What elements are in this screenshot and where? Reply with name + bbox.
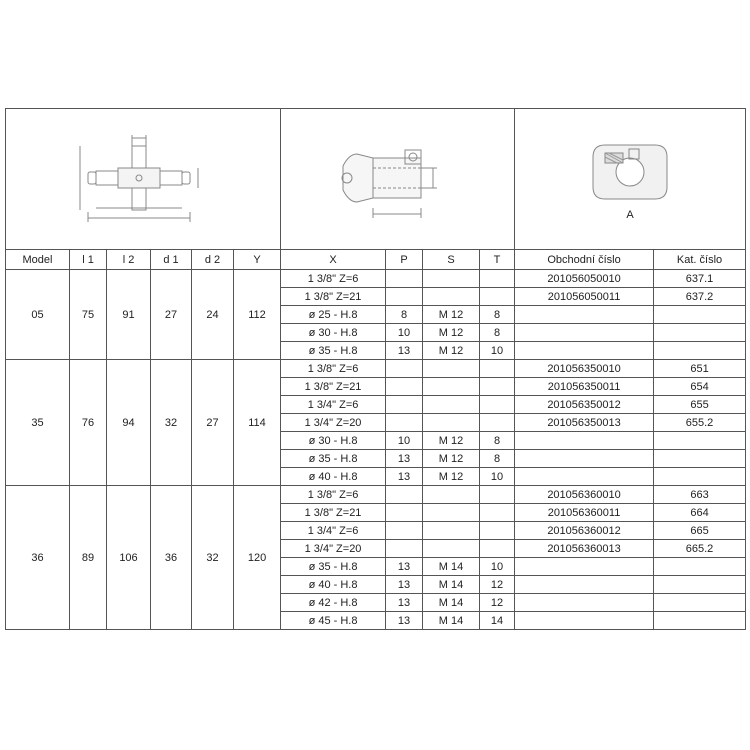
row-t-cell — [480, 288, 515, 306]
group-d2-cell: 32 — [192, 486, 234, 630]
row-t-cell — [480, 522, 515, 540]
row-s-cell: M 12 — [423, 324, 480, 342]
row-p-cell: 13 — [386, 576, 423, 594]
row-t-cell: 10 — [480, 342, 515, 360]
row-kat-cell — [654, 450, 746, 468]
row-t-cell: 10 — [480, 558, 515, 576]
column-header: d 2 — [192, 250, 234, 270]
row-t-cell — [480, 378, 515, 396]
row-s-cell — [423, 540, 480, 558]
row-t-cell: 14 — [480, 612, 515, 630]
row-x-cell: ø 42 - H.8 — [281, 594, 386, 612]
group-l2-cell: 106 — [107, 486, 151, 630]
row-x-cell: ø 40 - H.8 — [281, 576, 386, 594]
row-p-cell: 13 — [386, 594, 423, 612]
row-t-cell — [480, 396, 515, 414]
group-d2-cell: 27 — [192, 360, 234, 486]
row-t-cell — [480, 540, 515, 558]
group-d1-cell: 36 — [151, 486, 192, 630]
row-x-cell: ø 45 - H.8 — [281, 612, 386, 630]
row-x-cell: 1 3/8" Z=6 — [281, 360, 386, 378]
row-p-cell — [386, 504, 423, 522]
row-s-cell — [423, 522, 480, 540]
row-s-cell — [423, 414, 480, 432]
row-p-cell: 10 — [386, 324, 423, 342]
row-t-cell: 12 — [480, 594, 515, 612]
row-code-cell — [515, 558, 654, 576]
row-p-cell — [386, 288, 423, 306]
universal-joint-cross-drawing — [78, 128, 208, 228]
drawings-row — [6, 109, 746, 250]
row-s-cell: M 12 — [423, 306, 480, 324]
row-kat-cell — [654, 324, 746, 342]
row-p-cell: 13 — [386, 558, 423, 576]
row-code-cell: 201056360012 — [515, 522, 654, 540]
column-header: d 1 — [151, 250, 192, 270]
row-t-cell — [480, 414, 515, 432]
row-code-cell: 201056050011 — [515, 288, 654, 306]
row-p-cell — [386, 486, 423, 504]
column-header: l 2 — [107, 250, 151, 270]
row-s-cell: M 12 — [423, 432, 480, 450]
row-s-cell: M 14 — [423, 576, 480, 594]
group-l1-cell: 76 — [70, 360, 107, 486]
table-row — [6, 360, 746, 378]
row-kat-cell: 655 — [654, 396, 746, 414]
row-t-cell — [480, 270, 515, 288]
row-kat-cell: 665 — [654, 522, 746, 540]
row-kat-cell — [654, 576, 746, 594]
row-kat-cell — [654, 306, 746, 324]
row-p-cell: 10 — [386, 432, 423, 450]
group-d1-cell: 32 — [151, 360, 192, 486]
row-p-cell: 8 — [386, 306, 423, 324]
row-p-cell — [386, 360, 423, 378]
row-x-cell: 1 3/8" Z=21 — [281, 288, 386, 306]
column-header: Obchodní číslo — [515, 250, 654, 270]
section-drawing-cell — [515, 109, 746, 250]
row-code-cell: 201056360010 — [515, 486, 654, 504]
row-x-cell: 1 3/8" Z=21 — [281, 504, 386, 522]
row-p-cell: 13 — [386, 342, 423, 360]
row-x-cell: ø 25 - H.8 — [281, 306, 386, 324]
column-header: X — [281, 250, 386, 270]
row-p-cell: 13 — [386, 612, 423, 630]
group-y-cell: 114 — [234, 360, 281, 486]
row-kat-cell: 637.1 — [654, 270, 746, 288]
row-t-cell: 12 — [480, 576, 515, 594]
row-t-cell: 10 — [480, 468, 515, 486]
row-kat-cell — [654, 432, 746, 450]
group-model-cell: 05 — [6, 270, 70, 360]
group-model-cell: 35 — [6, 360, 70, 486]
row-kat-cell: 663 — [654, 486, 746, 504]
row-t-cell: 8 — [480, 432, 515, 450]
row-p-cell — [386, 522, 423, 540]
group-y-cell: 112 — [234, 270, 281, 360]
row-kat-cell: 655.2 — [654, 414, 746, 432]
row-s-cell — [423, 378, 480, 396]
row-code-cell — [515, 594, 654, 612]
group-l1-cell: 75 — [70, 270, 107, 360]
row-x-cell: 1 3/4" Z=20 — [281, 414, 386, 432]
row-kat-cell — [654, 558, 746, 576]
row-kat-cell — [654, 594, 746, 612]
table-row — [6, 486, 746, 504]
row-code-cell: 201056350010 — [515, 360, 654, 378]
row-code-cell — [515, 450, 654, 468]
row-kat-cell — [654, 342, 746, 360]
row-x-cell: 1 3/4" Z=6 — [281, 522, 386, 540]
row-x-cell: 1 3/4" Z=20 — [281, 540, 386, 558]
column-header: P — [386, 250, 423, 270]
row-x-cell: ø 40 - H.8 — [281, 468, 386, 486]
section-a-drawing — [585, 137, 675, 207]
column-header: T — [480, 250, 515, 270]
row-p-cell: 13 — [386, 450, 423, 468]
row-s-cell: M 12 — [423, 468, 480, 486]
row-s-cell — [423, 288, 480, 306]
row-p-cell — [386, 414, 423, 432]
column-header: Y — [234, 250, 281, 270]
row-code-cell — [515, 468, 654, 486]
row-code-cell — [515, 342, 654, 360]
row-p-cell: 13 — [386, 468, 423, 486]
row-code-cell: 201056350011 — [515, 378, 654, 396]
column-header-row — [6, 250, 746, 270]
row-kat-cell — [654, 612, 746, 630]
column-header: Model — [6, 250, 70, 270]
row-code-cell: 201056350013 — [515, 414, 654, 432]
row-code-cell — [515, 612, 654, 630]
row-x-cell: 1 3/8" Z=6 — [281, 270, 386, 288]
column-header: S — [423, 250, 480, 270]
row-t-cell: 8 — [480, 450, 515, 468]
row-code-cell — [515, 324, 654, 342]
row-s-cell: M 12 — [423, 342, 480, 360]
row-s-cell — [423, 396, 480, 414]
column-header: l 1 — [70, 250, 107, 270]
row-p-cell — [386, 540, 423, 558]
table-row — [6, 270, 746, 288]
row-p-cell — [386, 396, 423, 414]
row-code-cell: 201056350012 — [515, 396, 654, 414]
row-x-cell: ø 35 - H.8 — [281, 558, 386, 576]
spec-table — [5, 108, 746, 630]
row-x-cell: ø 35 - H.8 — [281, 342, 386, 360]
group-d2-cell: 24 — [192, 270, 234, 360]
row-t-cell: 8 — [480, 306, 515, 324]
row-s-cell: M 14 — [423, 594, 480, 612]
cross-drawing-cell — [6, 109, 281, 250]
section-drawing-caption: A — [626, 209, 634, 221]
row-x-cell: ø 35 - H.8 — [281, 450, 386, 468]
row-x-cell: 1 3/4" Z=6 — [281, 396, 386, 414]
row-s-cell: M 14 — [423, 612, 480, 630]
column-header: Kat. číslo — [654, 250, 746, 270]
row-kat-cell — [654, 468, 746, 486]
row-x-cell: 1 3/8" Z=6 — [281, 486, 386, 504]
row-p-cell — [386, 378, 423, 396]
row-x-cell: 1 3/8" Z=21 — [281, 378, 386, 396]
row-p-cell — [386, 270, 423, 288]
group-l2-cell: 94 — [107, 360, 151, 486]
group-y-cell: 120 — [234, 486, 281, 630]
row-code-cell — [515, 306, 654, 324]
row-t-cell — [480, 504, 515, 522]
group-l2-cell: 91 — [107, 270, 151, 360]
row-s-cell — [423, 504, 480, 522]
spec-sheet — [5, 108, 745, 630]
row-x-cell: ø 30 - H.8 — [281, 432, 386, 450]
row-kat-cell: 651 — [654, 360, 746, 378]
row-kat-cell: 637.2 — [654, 288, 746, 306]
row-t-cell: 8 — [480, 324, 515, 342]
row-kat-cell: 665.2 — [654, 540, 746, 558]
row-code-cell — [515, 432, 654, 450]
row-s-cell: M 12 — [423, 450, 480, 468]
group-l1-cell: 89 — [70, 486, 107, 630]
row-s-cell — [423, 360, 480, 378]
row-s-cell — [423, 270, 480, 288]
row-kat-cell: 654 — [654, 378, 746, 396]
yoke-drawing — [333, 128, 463, 228]
row-s-cell: M 14 — [423, 558, 480, 576]
row-x-cell: ø 30 - H.8 — [281, 324, 386, 342]
row-code-cell — [515, 576, 654, 594]
row-code-cell: 201056360013 — [515, 540, 654, 558]
table-body — [6, 270, 746, 630]
row-t-cell — [480, 486, 515, 504]
row-code-cell: 201056050010 — [515, 270, 654, 288]
row-kat-cell: 664 — [654, 504, 746, 522]
group-d1-cell: 27 — [151, 270, 192, 360]
row-t-cell — [480, 360, 515, 378]
group-model-cell: 36 — [6, 486, 70, 630]
row-code-cell: 201056360011 — [515, 504, 654, 522]
row-s-cell — [423, 486, 480, 504]
yoke-drawing-cell — [281, 109, 515, 250]
